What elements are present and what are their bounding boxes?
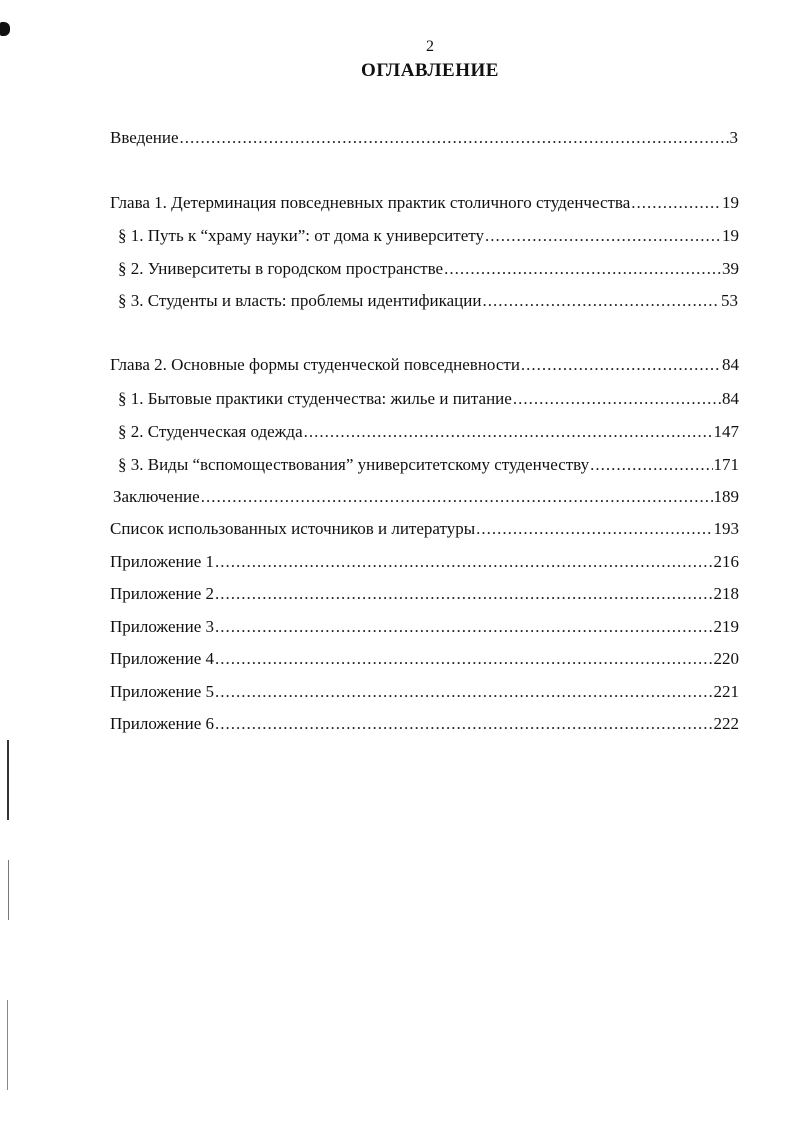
toc-entry-introduction [110, 127, 738, 149]
toc-entry-chapter-2-section-1 [118, 388, 739, 410]
toc-entry-label: Приложение 5 [110, 682, 214, 701]
toc-entry-label: Приложение 6 [110, 714, 214, 733]
toc-entry-chapter-1-section-1 [118, 225, 739, 247]
toc-dot-leader [482, 290, 720, 312]
toc-entry-label: Приложение 4 [110, 649, 214, 668]
toc-entry-label: § 3. Виды “вспомоществования” университетскому студенчеству [118, 455, 590, 474]
toc-entry-label: Введение [110, 128, 179, 147]
toc-dot-leader [304, 421, 713, 443]
toc-dot-leader [590, 454, 712, 476]
toc-entry-label: Приложение 2 [110, 584, 214, 603]
toc-entry-label: § 1. Путь к “храму науки”: от дома к университету [118, 226, 484, 245]
toc-entry-page: 193 [713, 519, 739, 538]
toc-entry-page: 84 [722, 355, 739, 374]
toc-entry-page: 147 [713, 422, 739, 441]
toc-entry-label: § 2. Университеты в городском пространстве [118, 259, 444, 278]
toc-entry-appendix-1 [110, 551, 739, 573]
toc-entry-page: 39 [722, 259, 739, 278]
toc-dot-leader [215, 583, 713, 605]
toc-entry-page: 218 [713, 584, 739, 603]
toc-entry-appendix-6 [110, 713, 739, 735]
toc-entry-label: Приложение 1 [110, 552, 214, 571]
toc-entry-label: § 3. Студенты и власть: проблемы идентификации [118, 291, 482, 310]
toc-entry-appendix-5 [110, 681, 739, 703]
toc-entry-page: 220 [713, 649, 739, 668]
toc-entry-label: § 2. Студенческая одежда [118, 422, 303, 441]
toc-entry-page: 3 [729, 128, 738, 147]
toc-dot-leader [485, 225, 721, 247]
toc-entry-chapter-1-section-3 [118, 290, 738, 312]
toc-entry-page: 219 [713, 617, 739, 636]
toc-entry-page: 189 [713, 487, 739, 506]
page-number: 2 [426, 38, 434, 55]
toc-dot-leader [444, 258, 721, 280]
toc-dot-leader [476, 518, 712, 540]
toc-entry-page: 171 [713, 455, 739, 474]
toc-entry-page: 53 [721, 291, 738, 310]
toc-entry-chapter-2-section-2 [118, 421, 739, 443]
toc-entry-chapter-1-section-2 [118, 258, 739, 280]
toc-dot-leader [215, 648, 713, 670]
scan-corner-blot [0, 22, 10, 36]
toc-dot-leader [215, 681, 713, 703]
toc-entry-label: Заключение [113, 487, 200, 506]
toc-dot-leader [201, 486, 713, 508]
toc-dot-leader [215, 551, 713, 573]
toc-entry-bibliography [110, 518, 739, 540]
toc-entry-appendix-4 [110, 648, 739, 670]
toc-entry-label: Приложение 3 [110, 617, 214, 636]
toc-entry-chapter-2-section-3 [118, 454, 739, 476]
scan-edge-mark [8, 860, 9, 920]
toc-dot-leader [631, 192, 721, 214]
toc-entry-page: 19 [722, 193, 739, 212]
toc-entry-appendix-2 [110, 583, 739, 605]
toc-dot-leader [215, 616, 713, 638]
toc-entry-appendix-3 [110, 616, 739, 638]
scan-edge-mark [7, 1000, 8, 1090]
toc-dot-leader [180, 127, 729, 149]
toc-dot-leader [513, 388, 721, 410]
toc-dot-leader [521, 354, 721, 376]
toc-entry-page: 222 [713, 714, 739, 733]
scan-edge-mark [7, 740, 9, 820]
toc-entry-label: Список использованных источников и литературы [110, 519, 476, 538]
toc-dot-leader [215, 713, 713, 735]
toc-entry-label: Глава 2. Основные формы студенческой повседневности [110, 355, 520, 374]
toc-entry-page: 216 [713, 552, 739, 571]
toc-entry-chapter-1 [110, 192, 739, 214]
toc-entry-page: 221 [713, 682, 739, 701]
toc-entry-page: 19 [722, 226, 739, 245]
page-title: ОГЛАВЛЕНИЕ [361, 60, 499, 81]
toc-entry-chapter-2 [110, 354, 739, 376]
toc-entry-conclusion [113, 486, 739, 508]
toc-entry-page: 84 [722, 389, 739, 408]
toc-entry-label: § 1. Бытовые практики студенчества: жилье и питание [118, 389, 512, 408]
toc-entry-label: Глава 1. Детерминация повседневных практик столичного студенчества [110, 193, 631, 212]
